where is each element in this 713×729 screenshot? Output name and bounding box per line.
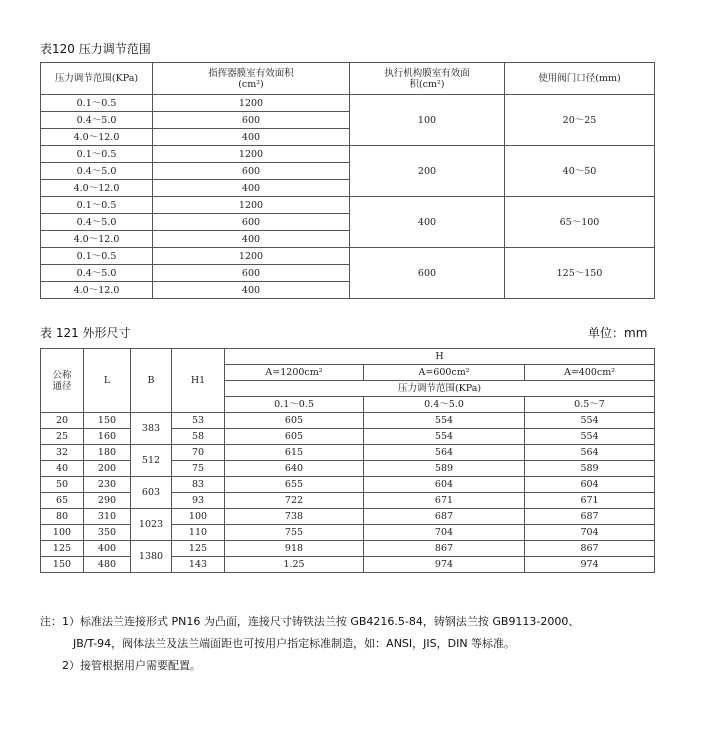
h-600-cell: 687 [364,509,525,525]
h-400-cell: 564 [525,445,655,461]
h-1200-cell: 605 [225,413,364,429]
valve-diameter-cell: 65～100 [505,197,655,248]
actuator-area-cell: 200 [350,146,505,197]
length-cell: 480 [84,557,131,573]
dimensions-table [40,348,655,573]
h-1200-cell: 755 [225,525,364,541]
h-400-cell: 554 [525,413,655,429]
table-header-row [41,63,655,95]
h-1200-cell: 615 [225,445,364,461]
header-area-400: A=400cm² [525,365,655,381]
h-400-cell: 974 [525,557,655,573]
h-1200-cell: 918 [225,541,364,557]
pilot-area-cell: 1200 [153,146,350,163]
nominal-diameter-cell: 25 [41,429,84,445]
length-cell: 290 [84,493,131,509]
actuator-area-cell: 600 [350,248,505,299]
length-cell: 180 [84,445,131,461]
table-row [41,477,655,493]
pressure-range-table [40,62,655,299]
width-cell: 603 [131,477,172,509]
table-row [41,445,655,461]
h1-cell: 125 [172,541,225,557]
pilot-area-cell: 400 [153,282,350,299]
length-cell: 400 [84,541,131,557]
nominal-diameter-cell: 150 [41,557,84,573]
table-row [41,509,655,525]
width-cell: 383 [131,413,172,445]
pressure-range-cell: 0.4～5.0 [41,112,153,129]
h1-cell: 110 [172,525,225,541]
actuator-area-cell: 100 [350,95,505,146]
header-range-1: 0.1～0.5 [225,397,364,413]
h-400-cell: 867 [525,541,655,557]
pilot-area-cell: 600 [153,112,350,129]
h-600-cell: 589 [364,461,525,477]
table-row [41,197,655,214]
nominal-diameter-cell: 125 [41,541,84,557]
notes [40,611,579,677]
nominal-diameter-cell: 32 [41,445,84,461]
header-valve-diameter: 使用阀门口径(mm) [505,63,655,95]
unit-label: 单位：mm [588,326,648,340]
header-nominal-diameter: 公称 通径 [41,349,84,413]
h-1200-cell: 605 [225,429,364,445]
pilot-area-cell: 1200 [153,248,350,265]
pilot-area-cell: 600 [153,214,350,231]
length-cell: 310 [84,509,131,525]
width-cell: 1380 [131,541,172,573]
pilot-area-cell: 400 [153,129,350,146]
pilot-area-cell: 1200 [153,95,350,112]
table-row [41,413,655,429]
nominal-diameter-cell: 80 [41,509,84,525]
pilot-area-cell: 400 [153,231,350,248]
header-pressure-range: 压力调节范围(KPa) [41,63,153,95]
h1-cell: 83 [172,477,225,493]
h-600-cell: 704 [364,525,525,541]
length-cell: 230 [84,477,131,493]
table-121-caption: 表 121 外形尺寸 [40,326,131,340]
h1-cell: 93 [172,493,225,509]
table-120-caption: 表120 压力调节范围 [40,42,151,56]
h-600-cell: 671 [364,493,525,509]
h1-cell: 70 [172,445,225,461]
nominal-diameter-cell: 100 [41,525,84,541]
h1-cell: 75 [172,461,225,477]
header-H: H [225,349,655,365]
h-400-cell: 687 [525,509,655,525]
valve-diameter-cell: 40～50 [505,146,655,197]
h-600-cell: 867 [364,541,525,557]
h-400-cell: 554 [525,429,655,445]
h-400-cell: 604 [525,477,655,493]
pilot-area-cell: 600 [153,163,350,180]
h1-cell: 143 [172,557,225,573]
length-cell: 350 [84,525,131,541]
h1-cell: 100 [172,509,225,525]
pressure-range-cell: 0.4～5.0 [41,214,153,231]
nominal-diameter-cell: 65 [41,493,84,509]
note-line-3: 2）接管根据用户需要配置。 [62,659,201,672]
h-600-cell: 564 [364,445,525,461]
h-1200-cell: 738 [225,509,364,525]
width-cell: 1023 [131,509,172,541]
table-row [41,95,655,112]
h-600-cell: 554 [364,429,525,445]
h-600-cell: 974 [364,557,525,573]
length-cell: 200 [84,461,131,477]
h-1200-cell: 722 [225,493,364,509]
h-400-cell: 704 [525,525,655,541]
pressure-range-cell: 0.4～5.0 [41,163,153,180]
header-B: B [131,349,172,413]
pressure-range-cell: 0.1～0.5 [41,95,153,112]
h-600-cell: 604 [364,477,525,493]
h-1200-cell: 655 [225,477,364,493]
valve-diameter-cell: 125～150 [505,248,655,299]
h-600-cell: 554 [364,413,525,429]
pressure-range-cell: 4.0～12.0 [41,180,153,197]
header-pressure-range: 压力调节范围(KPa) [225,381,655,397]
table-row [41,146,655,163]
note-line-2: JB/T-94，阀体法兰及法兰端面距也可按用户指定标准制造，如：ANSI，JIS，DIN 等标准。 [73,637,516,650]
width-cell: 512 [131,445,172,477]
h-1200-cell: 1.25 [225,557,364,573]
pressure-range-cell: 0.1～0.5 [41,248,153,265]
pilot-area-cell: 1200 [153,197,350,214]
note-line-1: 注：1）标准法兰连接形式 PN16 为凸面，连接尺寸铸铁法兰按 GB4216.5-84，铸钢法兰按 GB9113-2000、 [40,615,580,628]
nominal-diameter-cell: 20 [41,413,84,429]
pressure-range-cell: 4.0～12.0 [41,129,153,146]
nominal-diameter-cell: 50 [41,477,84,493]
actuator-area-cell: 400 [350,197,505,248]
length-cell: 160 [84,429,131,445]
header-area-1200: A=1200cm² [225,365,364,381]
pressure-range-cell: 0.4～5.0 [41,265,153,282]
valve-diameter-cell: 20～25 [505,95,655,146]
pilot-area-cell: 600 [153,265,350,282]
header-H1: H1 [172,349,225,413]
header-actuator-area: 执行机构膜室有效面 积(cm²) [350,63,505,95]
pressure-range-cell: 0.1～0.5 [41,146,153,163]
pressure-range-cell: 0.1～0.5 [41,197,153,214]
h1-cell: 53 [172,413,225,429]
header-pilot-area: 指挥器膜室有效面积 (cm²) [153,63,350,95]
pilot-area-cell: 400 [153,180,350,197]
header-area-600: A=600cm² [364,365,525,381]
h-1200-cell: 640 [225,461,364,477]
header-L: L [84,349,131,413]
pressure-range-cell: 4.0～12.0 [41,282,153,299]
h1-cell: 58 [172,429,225,445]
nominal-diameter-cell: 40 [41,461,84,477]
header-range-2: 0.4～5.0 [364,397,525,413]
table-row [41,541,655,557]
h-400-cell: 589 [525,461,655,477]
header-range-3: 0.5～7 [525,397,655,413]
pressure-range-cell: 4.0～12.0 [41,231,153,248]
table-row [41,248,655,265]
length-cell: 150 [84,413,131,429]
h-400-cell: 671 [525,493,655,509]
